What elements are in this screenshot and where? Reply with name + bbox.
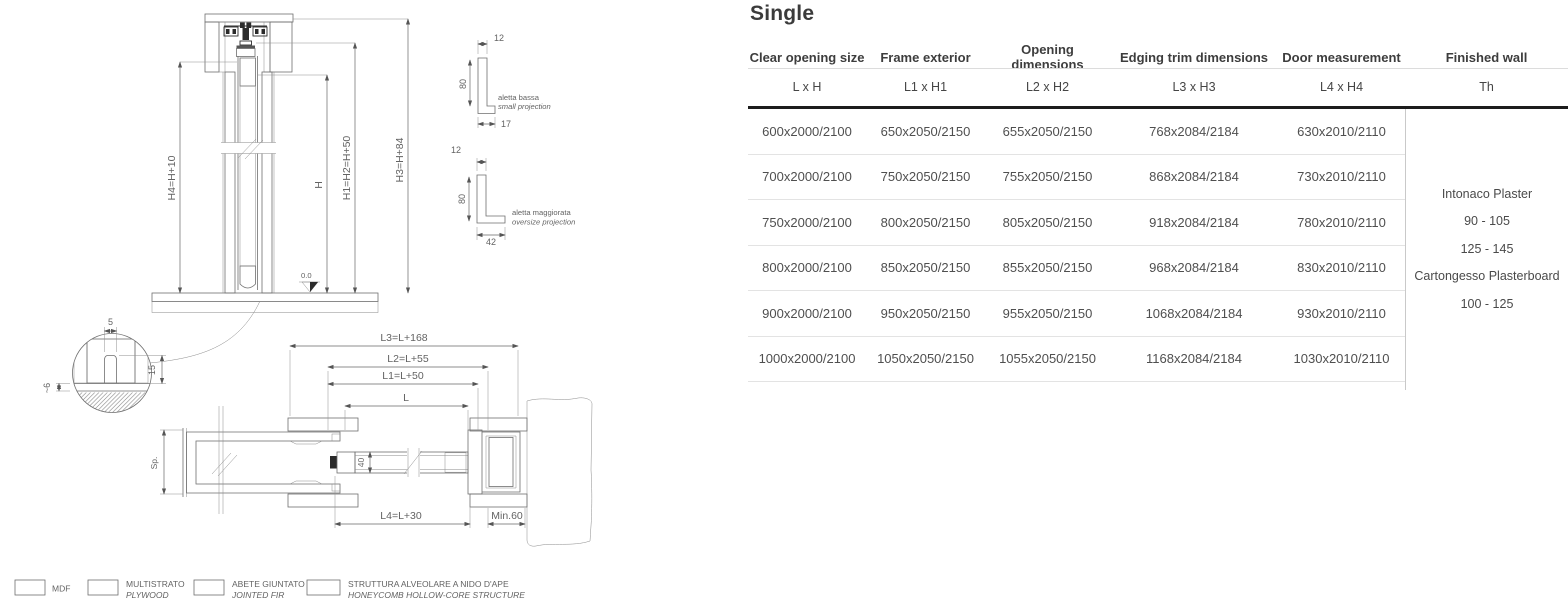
vertical-section <box>150 14 408 363</box>
dim-h: H <box>313 181 325 189</box>
pocket-cassette <box>183 406 340 514</box>
fir-swatch-icon <box>194 580 224 595</box>
col-subheader: Th <box>1479 80 1494 94</box>
table-cell: 918x2084/2184 <box>1149 214 1239 230</box>
finished-wall-line: 100 - 125 <box>1460 296 1514 311</box>
jamb-section <box>468 430 520 494</box>
table-cell: 955x2050/2150 <box>1002 305 1093 321</box>
dim-l1: L1=L+50 <box>382 370 424 382</box>
table-cell: 805x2050/2150 <box>1002 214 1093 230</box>
dim-l: L <box>403 392 409 404</box>
table-cell: 850x2050/2150 <box>880 260 971 276</box>
table-cell: 800x2050/2150 <box>880 214 971 230</box>
label-p1-en: small projection <box>498 102 551 111</box>
wall-section <box>527 398 592 546</box>
table-cell: 930x2010/2110 <box>1297 305 1386 321</box>
legend-plywood-label-en: PLYWOOD <box>126 590 169 600</box>
dim-l4: L4=L+30 <box>380 510 422 522</box>
trim-profile-oversize <box>451 145 575 247</box>
vertical-dimensions <box>166 19 408 293</box>
table-row <box>748 246 1405 292</box>
table-cell: 830x2010/2110 <box>1297 260 1386 276</box>
dim-p1-w: 12 <box>493 33 505 43</box>
table-cell: 1068x2084/2184 <box>1145 305 1243 321</box>
materials-legend <box>15 579 525 600</box>
col-header: Opening dimensions <box>1011 42 1084 72</box>
col-header: Clear opening size <box>749 49 865 65</box>
dim-l3: L3=L+168 <box>380 332 428 344</box>
col-subheader: L3 x H3 <box>1172 80 1216 94</box>
trim-profile-small <box>458 33 551 129</box>
legend-fir-label: ABETE GIUNTATO <box>232 579 305 589</box>
table-row <box>748 109 1405 155</box>
table-cell: 1000x2000/2100 <box>758 351 856 367</box>
finished-wall-line: Cartongesso Plasterboard <box>1414 269 1560 284</box>
table-cell: 700x2000/2100 <box>762 169 852 185</box>
honeycomb-swatch-icon <box>307 580 340 595</box>
dim-h1: H1=H2=H+50 <box>341 135 353 201</box>
table-cell: 1030x2010/2110 <box>1293 351 1390 367</box>
mdf-swatch-icon <box>15 580 45 595</box>
table-cell: 1168x2084/2184 <box>1146 351 1242 367</box>
label-p2-en: oversize projection <box>512 217 576 227</box>
header-divider <box>748 68 1568 69</box>
dim-p2-w: 12 <box>450 145 462 155</box>
legend-mdf-label: MDF <box>52 583 71 594</box>
finished-wall-cell <box>1405 109 1568 390</box>
dim-p1-foot: 17 <box>501 119 512 129</box>
page-title: Single <box>750 2 815 25</box>
table-cell: 650x2050/2150 <box>880 123 971 139</box>
legend-fir-label-en: JOINTED FIR <box>232 590 285 600</box>
table-cell: 1055x2050/2150 <box>999 351 1096 367</box>
table-row <box>748 155 1405 201</box>
plan-section <box>149 332 592 546</box>
table-cell: 950x2050/2150 <box>880 305 971 321</box>
dim-door-thickness: 40 <box>356 457 366 468</box>
col-header: Frame exterior <box>880 49 971 65</box>
table-cell: 968x2084/2184 <box>1149 260 1239 276</box>
table-subheader-row <box>748 74 1568 100</box>
table-cell: 600x2000/2100 <box>762 123 852 139</box>
table-cell: 1050x2050/2150 <box>877 351 974 367</box>
table-cell: 855x2050/2150 <box>1002 260 1093 276</box>
dim-p2-h: 80 <box>457 193 467 205</box>
dim-floor-gap: ~6 <box>42 382 52 394</box>
legend-honeycomb-label-en: HONEYCOMB HOLLOW-CORE STRUCTURE <box>348 590 525 600</box>
table-row <box>748 337 1405 383</box>
col-subheader: L4 x H4 <box>1319 80 1364 94</box>
table-cell: 730x2010/2110 <box>1297 169 1386 185</box>
floor-guide-detail <box>42 317 166 415</box>
dim-h4: H4=H+10 <box>166 155 178 201</box>
finished-wall-line: Intonaco Plaster <box>1441 186 1533 201</box>
col-header: Finished wall <box>1445 49 1528 65</box>
finished-wall-line: 125 - 145 <box>1460 241 1514 256</box>
dim-min60: Min.60 <box>491 510 523 522</box>
legend-plywood-label: MULTISTRATO <box>126 579 185 589</box>
col-subheader: L1 x H1 <box>903 80 948 94</box>
dim-p2-foot: 42 <box>485 237 497 247</box>
label-p1-it: aletta bassa <box>498 93 539 102</box>
table-cell: 768x2084/2184 <box>1149 123 1239 139</box>
finished-wall-line: 90 - 105 <box>1464 214 1510 229</box>
door-leaf-plan <box>330 448 468 477</box>
dim-groove-depth: 15 <box>147 364 157 376</box>
dim-h3: H3=H+84 <box>394 137 406 183</box>
dim-level: 0.0 <box>301 271 312 280</box>
plywood-swatch-icon <box>88 580 118 595</box>
table-cell: 755x2050/2150 <box>1002 169 1093 185</box>
table-cell: 630x2010/2110 <box>1297 123 1386 139</box>
label-p2-it: aletta maggiorata <box>512 208 571 217</box>
dim-p1-h: 80 <box>458 78 468 90</box>
table-cell: 868x2084/2184 <box>1149 169 1239 185</box>
table-row <box>748 200 1405 246</box>
technical-drawing <box>0 0 748 613</box>
dimension-table <box>748 0 1568 400</box>
legend-honeycomb-label: STRUTTURA ALVEOLARE A NIDO D'APE <box>348 579 509 589</box>
dim-l2: L2=L+55 <box>387 353 429 365</box>
table-cell: 780x2010/2110 <box>1297 214 1386 230</box>
table-header-row <box>748 42 1568 72</box>
col-header: Edging trim dimensions <box>1119 49 1269 65</box>
table-cell: 750x2050/2150 <box>880 169 971 185</box>
table-cell: 900x2000/2100 <box>762 305 852 321</box>
table-cell: 750x2000/2100 <box>762 214 852 230</box>
table-row <box>748 291 1405 337</box>
col-subheader: L2 x H2 <box>1025 80 1070 94</box>
table-cell: 800x2000/2100 <box>762 260 852 276</box>
col-subheader: L x H <box>792 80 822 94</box>
dim-groove-width: 5 <box>107 317 114 327</box>
table-cell: 655x2050/2150 <box>1002 123 1093 139</box>
col-header: Door measurement <box>1282 49 1401 65</box>
dim-sp: Sp. <box>149 456 159 470</box>
